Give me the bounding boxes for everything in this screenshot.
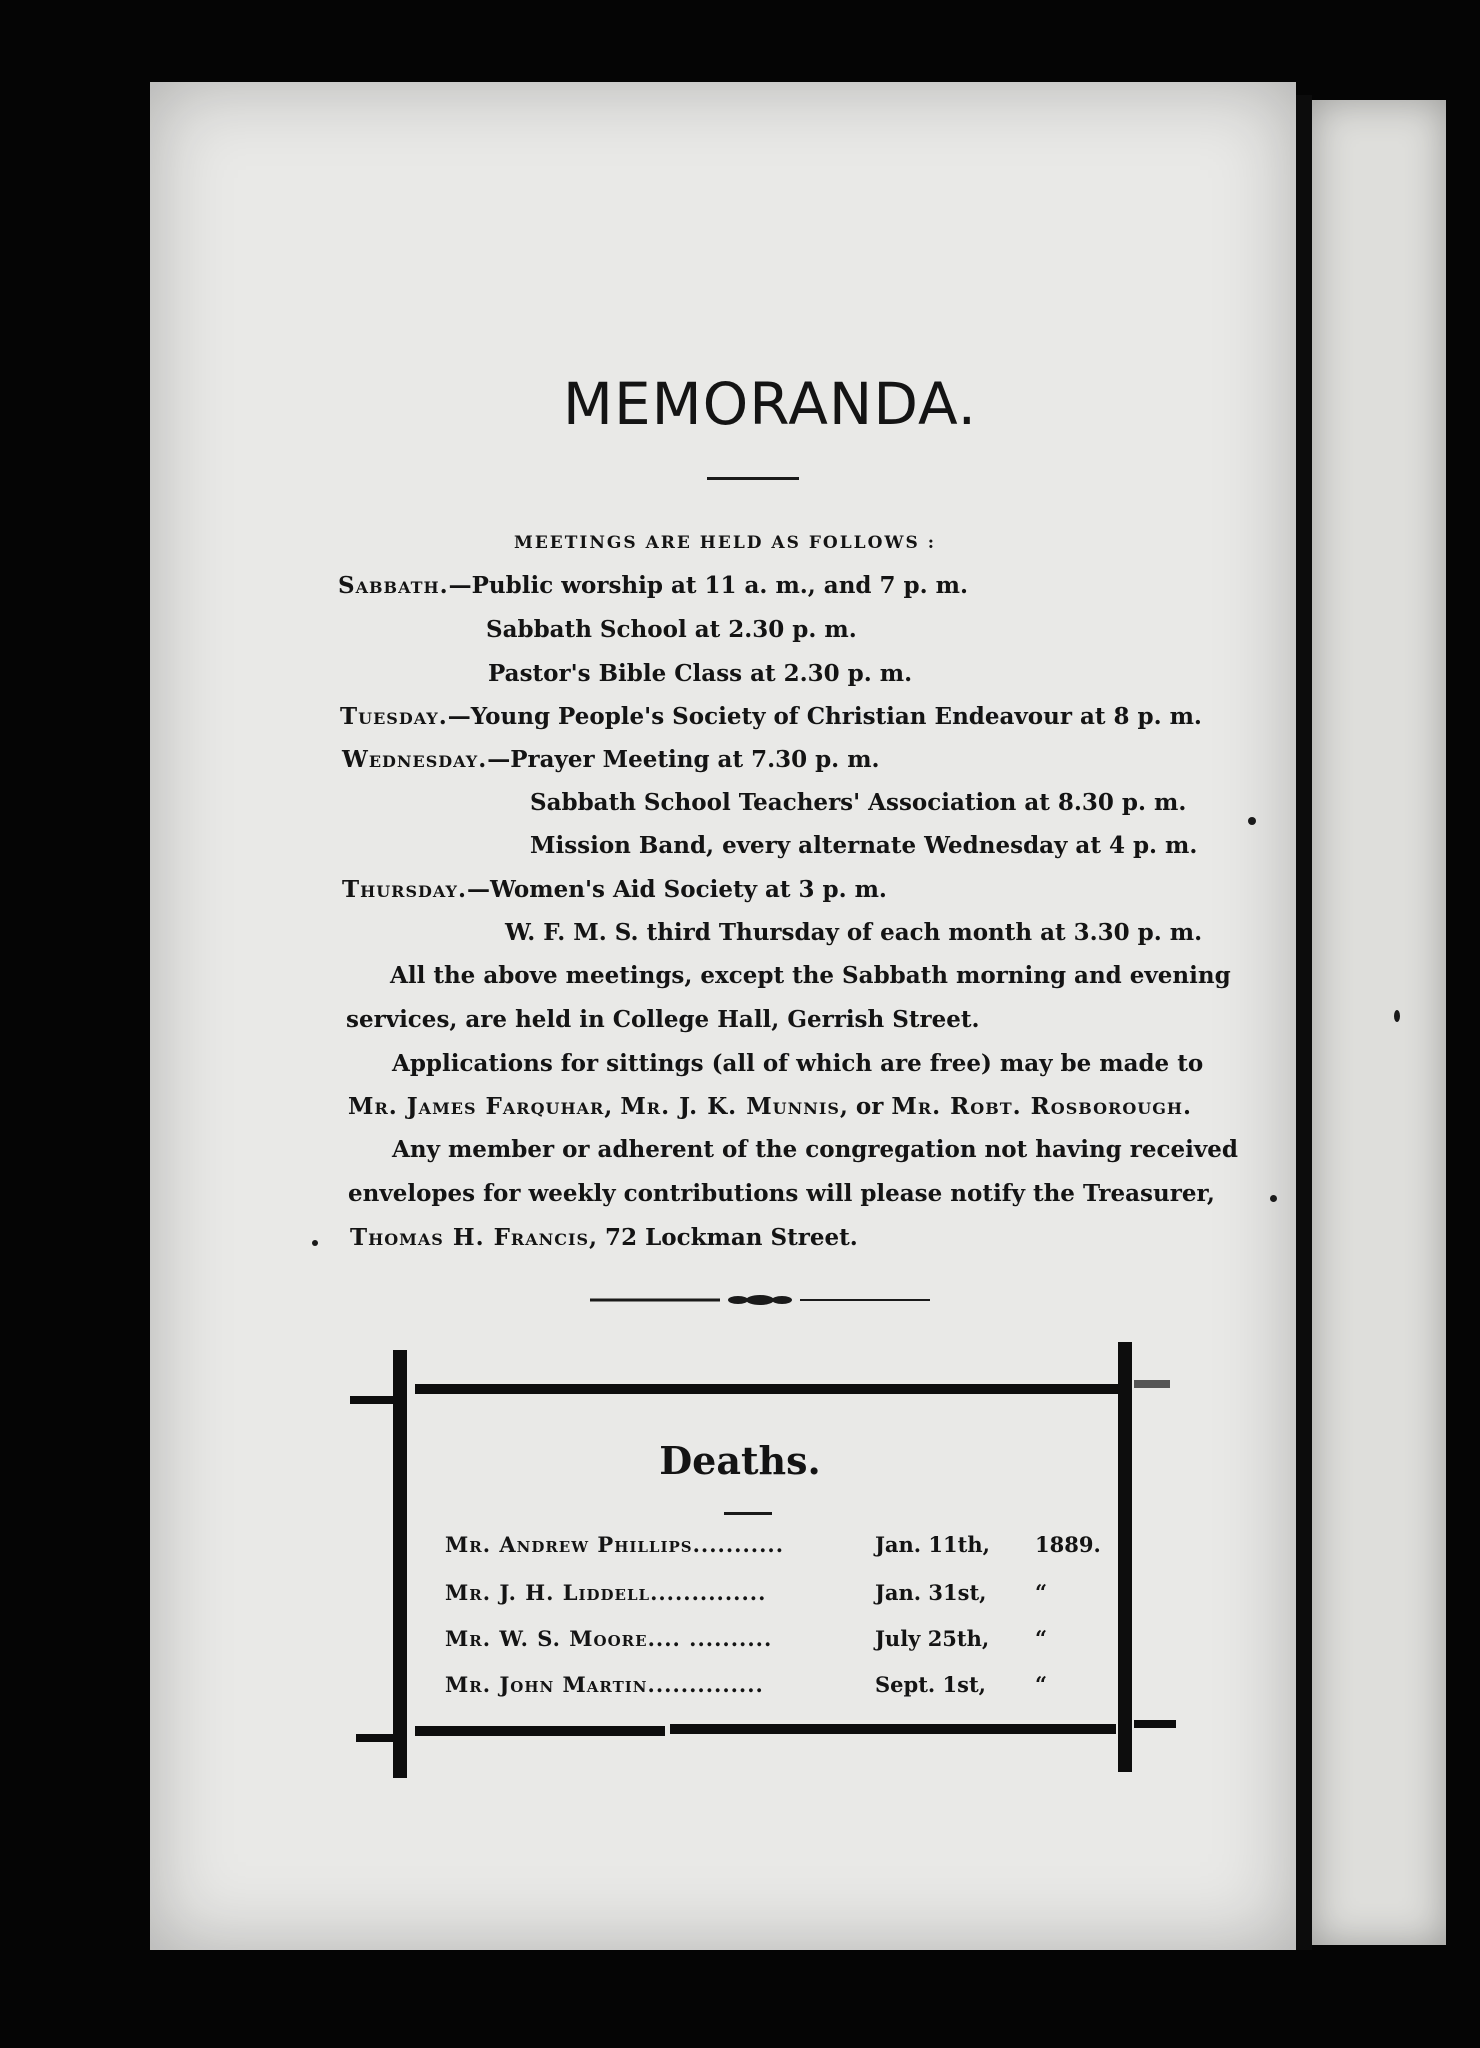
day-label: Wednesday. xyxy=(342,746,488,773)
schedule-text: —Young People's Society of Christian Endeavour at 8 p. m. xyxy=(447,703,1202,730)
schedule-thursday xyxy=(342,876,887,903)
schedule-text: W. F. M. S. third Thursday of each month at 3.30 p. m. xyxy=(505,919,1203,946)
death-year: 1889. xyxy=(1035,1532,1101,1557)
paragraph-meetings-line1: All the above meetings, except the Sabbath morning and evening xyxy=(390,962,1231,989)
death-year: “ xyxy=(1035,1672,1048,1697)
deceased-name: Mr. W. S. Moore.... .......... xyxy=(445,1626,773,1651)
facing-page-edge xyxy=(1312,100,1446,1945)
scan-speck xyxy=(1394,1010,1400,1022)
deceased-name: Mr. Andrew Phillips........... xyxy=(445,1532,785,1557)
death-date: July 25th, xyxy=(875,1626,990,1651)
deceased-name: Mr. J. H. Liddell.............. xyxy=(445,1580,767,1605)
paragraph-envelopes-line2: envelopes for weekly contributions will please notify the Treasurer, xyxy=(348,1180,1215,1207)
schedule-sabbath xyxy=(338,572,968,599)
schedule-text: Sabbath School at 2.30 p. m. xyxy=(486,616,857,643)
page-fold xyxy=(1296,95,1312,1950)
schedule-teachers-association xyxy=(530,789,1186,816)
contact-name: Mr. Robt. Rosborough. xyxy=(891,1093,1192,1120)
treasurer-name: Thomas H. Francis xyxy=(350,1224,590,1251)
deaths-rule xyxy=(724,1512,772,1515)
death-entry xyxy=(445,1672,1085,1702)
contact-name: Mr. James Farquhar xyxy=(348,1093,605,1120)
death-date: Jan. 31st, xyxy=(875,1580,987,1605)
schedule-wednesday xyxy=(342,746,880,773)
deaths-title: Deaths. xyxy=(659,1438,821,1483)
schedule-bible-class xyxy=(488,660,912,687)
schedule-text: —Women's Aid Society at 3 p. m. xyxy=(466,876,887,903)
deceased-name: Mr. John Martin.............. xyxy=(445,1672,764,1697)
meetings-subheading: MEETINGS ARE HELD AS FOLLOWS : xyxy=(514,533,936,553)
death-year: “ xyxy=(1035,1580,1048,1605)
schedule-text: Sabbath School Teachers' Association at 8.30 p. m. xyxy=(530,789,1187,816)
schedule-wfms xyxy=(505,919,1202,946)
schedule-text: Mission Band, every alternate Wednesday at 4 p. m. xyxy=(530,832,1198,859)
frame-top-bar xyxy=(415,1384,1118,1394)
death-entry xyxy=(445,1580,1085,1610)
schedule-mission-band xyxy=(530,832,1197,859)
scan-speck xyxy=(1270,1195,1277,1202)
schedule-sabbath-school xyxy=(486,616,857,643)
day-label: Thursday. xyxy=(342,876,467,903)
frame-right-bar xyxy=(1118,1342,1132,1772)
day-label: Sabbath. xyxy=(338,572,449,599)
death-date: Sept. 1st, xyxy=(875,1672,986,1697)
death-year: “ xyxy=(1035,1626,1048,1651)
paragraph-meetings-line2: services, are held in College Hall, Gerrish Street. xyxy=(346,1006,980,1033)
separator: , xyxy=(604,1093,621,1120)
treasurer-address: , 72 Lockman Street. xyxy=(589,1224,858,1251)
frame-top-stub-right xyxy=(1134,1380,1170,1388)
paragraph-sittings-line2 xyxy=(348,1093,1192,1120)
paragraph-envelopes-line3 xyxy=(350,1224,858,1251)
scan-speck xyxy=(312,1240,318,1246)
contact-name: Mr. J. K. Munnis xyxy=(620,1093,840,1120)
scan-speck xyxy=(1248,817,1256,825)
schedule-text: —Public worship at 11 a. m., and 7 p. m. xyxy=(448,572,968,599)
frame-bottom-bar-left xyxy=(415,1726,665,1736)
frame-left-bar xyxy=(393,1350,407,1778)
frame-bottom-stub-right xyxy=(1134,1720,1176,1728)
frame-bottom-bar-right xyxy=(670,1724,1116,1734)
death-entry xyxy=(445,1626,1085,1656)
frame-bottom-stub-left xyxy=(356,1734,393,1742)
death-entry xyxy=(445,1532,1101,1562)
schedule-text: —Prayer Meeting at 7.30 p. m. xyxy=(487,746,880,773)
death-date: Jan. 11th, xyxy=(875,1532,990,1557)
title-rule xyxy=(707,477,799,480)
schedule-tuesday xyxy=(340,703,1202,730)
paragraph-envelopes-line1: Any member or adherent of the congregation not having received xyxy=(392,1136,1238,1163)
day-label: Tuesday. xyxy=(340,703,448,730)
page-title: MEMORANDA. xyxy=(562,370,978,438)
frame-top-stub-left xyxy=(350,1396,395,1404)
separator: , or xyxy=(839,1093,892,1120)
schedule-text: Pastor's Bible Class at 2.30 p. m. xyxy=(488,660,913,687)
paragraph-sittings-line1: Applications for sittings (all of which are free) may be made to xyxy=(392,1050,1204,1077)
ornament-divider xyxy=(590,1290,930,1310)
